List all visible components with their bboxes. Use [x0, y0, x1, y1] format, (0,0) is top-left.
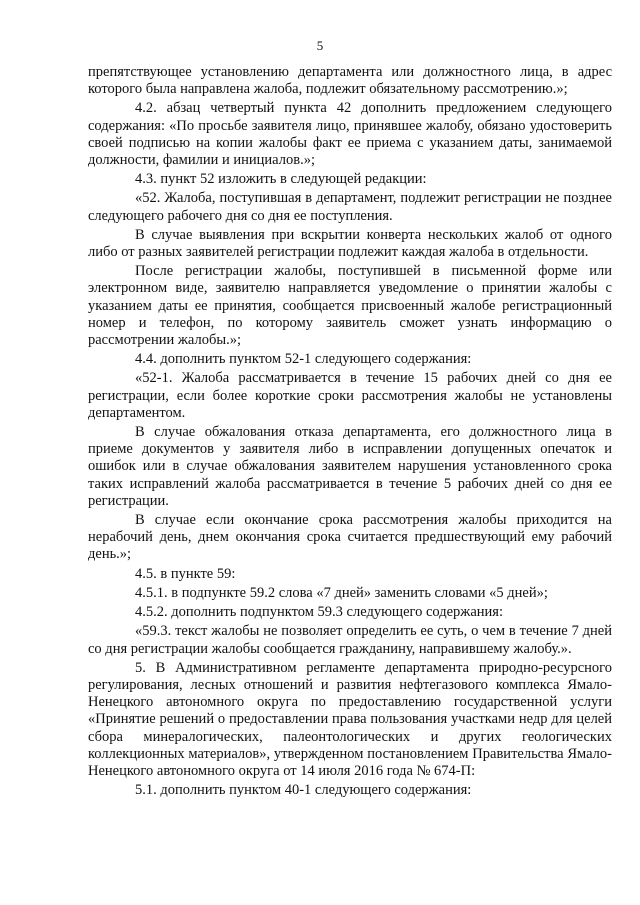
paragraph-4-4: 4.4. дополнить пунктом 52-1 следующего содержания: [135, 351, 472, 368]
paragraph-5-1: 5.1. дополнить пунктом 40-1 следующего содержания: [135, 782, 472, 799]
paragraph-52-1: «52-1. Жалоба рассматривается в течение 15 рабочих дней со дня ее регистрации, если более короткие сроки рассмотрения жалобы не установлены департаментом. [88, 370, 612, 421]
page-number: 5 [316, 38, 324, 53]
paragraph-multiple-complaints: В случае выявления при вскрытии конверта нескольких жалоб от одного либо от разных заявителей регистрации подлежит каждая жалоба в отдельности. [88, 226, 612, 261]
paragraph-non-working-day: В случае если окончание срока рассмотрения жалобы приходится на нерабочий день, днем окончания срока считается предшествующий ему рабочий день.»; [88, 512, 612, 563]
paragraph-5: 5. В Административном регламенте департамента природно-ресурсного регулирования, лесных отношений и развития нефтегазового комплекса Ямало-Ненецкого автономного округа по предоставлению государственной услуги «Принятие решений о предоставлении права пользования участками недр для целей сбора минералогических, палеонтологических и других геологических коллекционных материалов», утвержденном постановлением Правительства Ямало-Ненецкого автономного округа от 14 июля 2016 года № 674-П: [88, 659, 612, 779]
paragraph-4-3: 4.3. пункт 52 изложить в следующей редакции: [135, 171, 427, 188]
paragraph-4-5-2: 4.5.2. дополнить подпунктом 59.3 следующего содержания: [135, 604, 503, 621]
paragraph-4-2: 4.2. абзац четвертый пункта 42 дополнить предложением следующего содержания: «По просьбе заявителя лицо, принявшее жалобу, обязано удостоверить своей подписью на копии жалобы факт ее приема с указанием даты, занимаемой должности, фамилии и инициалов.»; [88, 100, 612, 169]
paragraph-after-registration: После регистрации жалобы, поступившей в письменной форме или электронном виде, заявителю направляется уведомление о принятии жалобы с указанием даты ее принятия, сообщается присвоенный жалобе регистрационный номер и телефон, по которому заявитель сможет узнать информацию о рассмотрении жалобы.»; [88, 263, 612, 349]
paragraph-4-5: 4.5. в пункте 59: [135, 565, 236, 582]
document-body [88, 64, 612, 801]
paragraph-continuation: препятствующее установлению департамента или должностного лица, в адрес которого была направлена жалоба, подлежит обязательному рассмотрению.»; [88, 64, 612, 98]
paragraph-52: «52. Жалоба, поступившая в департамент, подлежит регистрации не позднее следующего рабочего дня со дня ее поступления. [88, 190, 612, 224]
paragraph-4-5-1: 4.5.1. в подпункте 59.2 слова «7 дней» заменить словами «5 дней»; [135, 584, 548, 601]
paragraph-appeal-refusal: В случае обжалования отказа департамента, его должностного лица в приеме документов у заявителя либо в исправлении допущенных опечаток и ошибок или в случае обжалования заявителем нарушения установленного срока таких исправлений жалоба рассматривается в течение 5 рабочих дней со дня ее регистрации. [88, 424, 612, 509]
paragraph-59-3: «59.3. текст жалобы не позволяет определить ее суть, о чем в течение 7 дней со дня регистрации жалобы сообщается гражданину, направившему жалобу.». [88, 623, 612, 657]
